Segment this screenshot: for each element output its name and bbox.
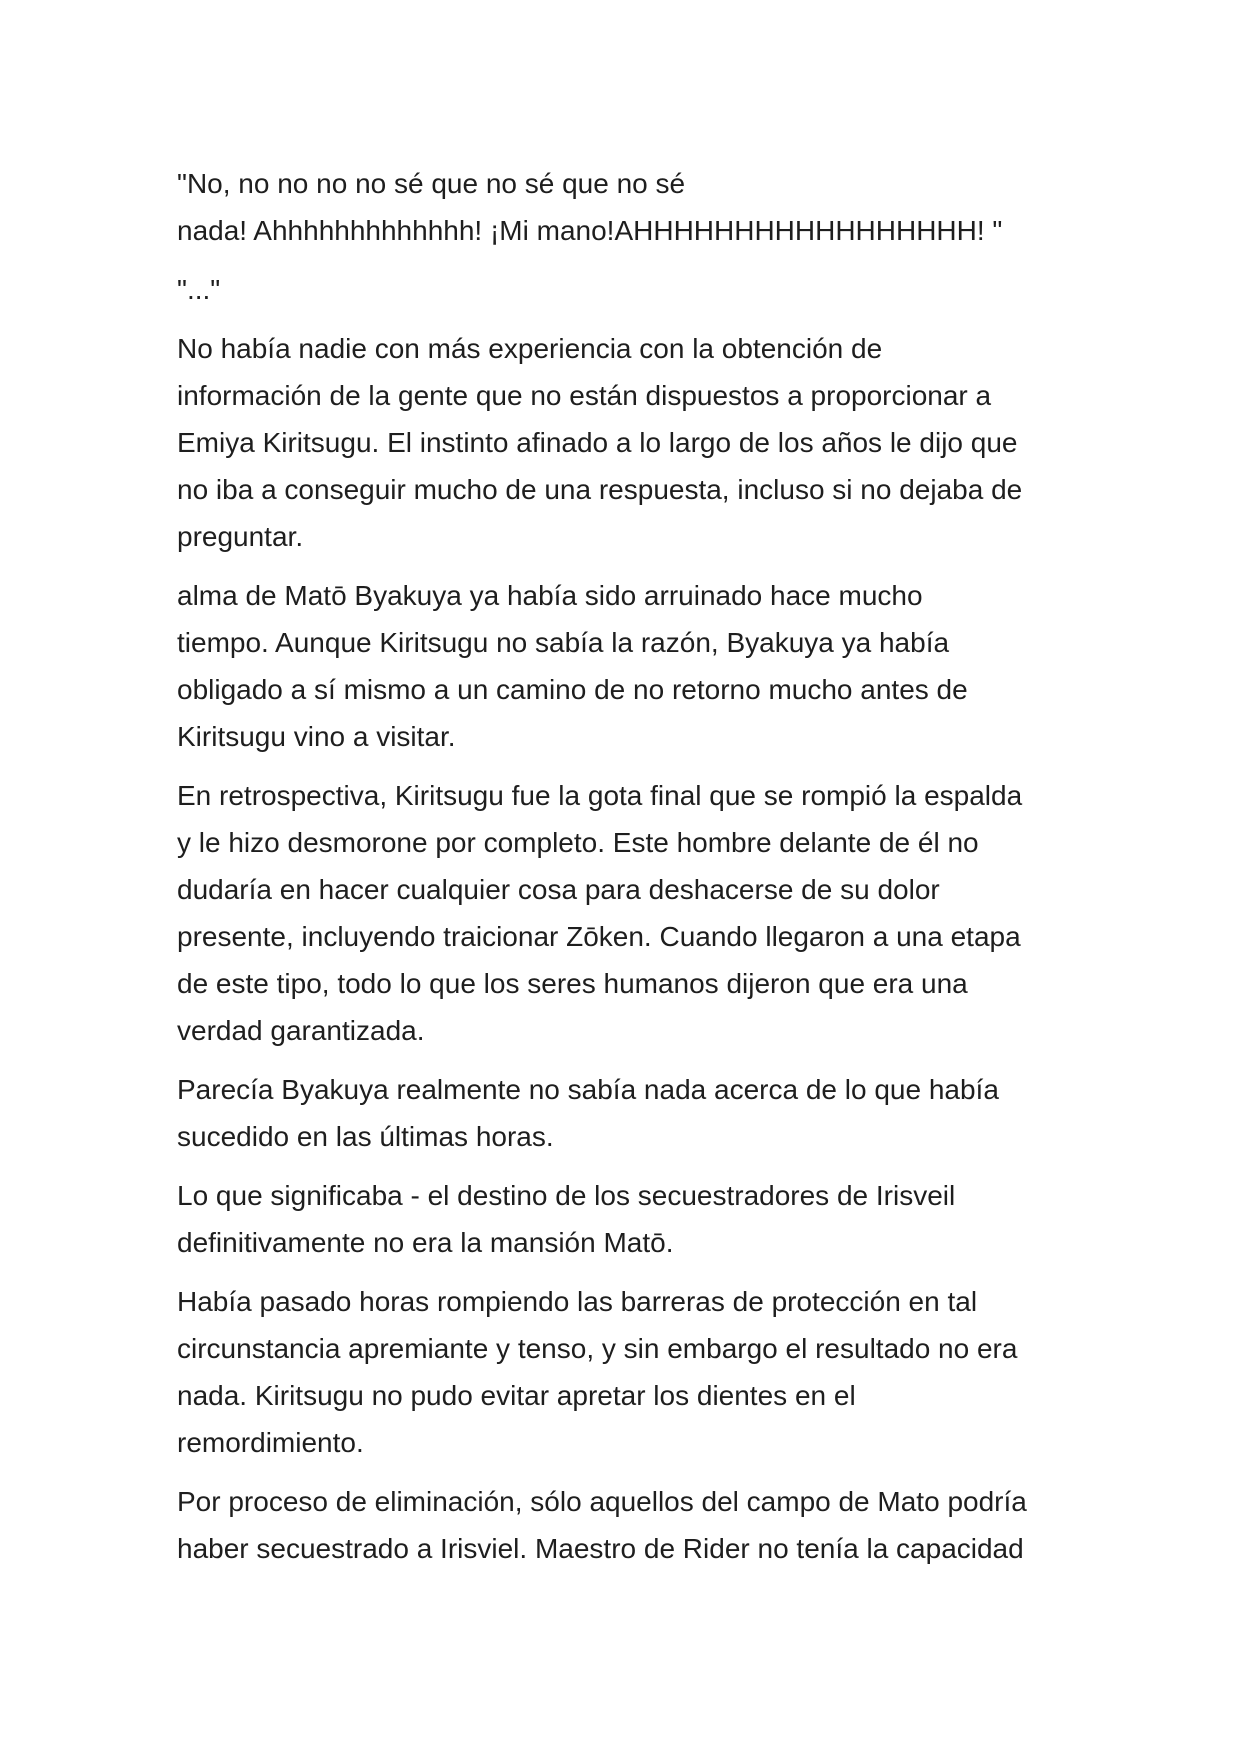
- text-line: preguntar.: [177, 521, 304, 552]
- text-line: circunstancia apremiante y tenso, y sin embargo el resultado no era: [177, 1333, 1018, 1364]
- paragraph: [177, 1478, 1077, 1572]
- text-line: sucedido en las últimas horas.: [177, 1121, 554, 1152]
- text-line: haber secuestrado a Irisviel. Maestro de Rider no tenía la capacidad: [177, 1533, 1024, 1564]
- text-line: definitivamente no era la mansión Matō.: [177, 1227, 674, 1258]
- text-line: verdad garantizada.: [177, 1015, 425, 1046]
- paragraph: [177, 572, 1077, 760]
- text-line: Por proceso de eliminación, sólo aquellos del campo de Mato podría: [177, 1486, 1027, 1517]
- paragraph: [177, 160, 1077, 254]
- text-line: nada! Ahhhhhhhhhhhhh! ¡Mi mano!AHHHHHHHHHHHHHHHHH! ": [177, 215, 1003, 246]
- text-line: y le hizo desmorone por completo. Este hombre delante de él no: [177, 827, 979, 858]
- paragraph: [177, 1172, 1077, 1266]
- text-line: dudaría en hacer cualquier cosa para deshacerse de su dolor: [177, 874, 940, 905]
- document-body: [177, 160, 1077, 1584]
- text-line: Parecía Byakuya realmente no sabía nada acerca de lo que había: [177, 1074, 999, 1105]
- text-line: Kiritsugu vino a visitar.: [177, 721, 456, 752]
- paragraph: [177, 266, 1077, 313]
- text-line: Había pasado horas rompiendo las barreras de protección en tal: [177, 1286, 978, 1317]
- text-line: no iba a conseguir mucho de una respuesta, incluso si no dejaba de: [177, 474, 1023, 505]
- text-line: En retrospectiva, Kiritsugu fue la gota final que se rompió la espalda: [177, 780, 1023, 811]
- text-line: tiempo. Aunque Kiritsugu no sabía la razón, Byakuya ya había: [177, 627, 950, 658]
- text-line: Lo que significaba - el destino de los secuestradores de Irisveil: [177, 1180, 956, 1211]
- text-line: No había nadie con más experiencia con la obtención de: [177, 333, 883, 364]
- text-line: alma de Matō Byakuya ya había sido arruinado hace mucho: [177, 580, 923, 611]
- text-line: presente, incluyendo traicionar Zōken. Cuando llegaron a una etapa: [177, 921, 1021, 952]
- text-line: Emiya Kiritsugu. El instinto afinado a lo largo de los años le dijo que: [177, 427, 1018, 458]
- paragraph: [177, 1278, 1077, 1466]
- text-line: obligado a sí mismo a un camino de no retorno mucho antes de: [177, 674, 968, 705]
- text-line: "...": [177, 274, 221, 305]
- text-line: información de la gente que no están dispuestos a proporcionar a: [177, 380, 992, 411]
- paragraph: [177, 1066, 1077, 1160]
- text-line: de este tipo, todo lo que los seres humanos dijeron que era una: [177, 968, 968, 999]
- text-line: nada. Kiritsugu no pudo evitar apretar los dientes en el: [177, 1380, 856, 1411]
- text-line: remordimiento.: [177, 1427, 364, 1458]
- paragraph: [177, 772, 1077, 1054]
- text-line: "No, no no no no sé que no sé que no sé: [177, 168, 686, 199]
- paragraph: [177, 325, 1077, 560]
